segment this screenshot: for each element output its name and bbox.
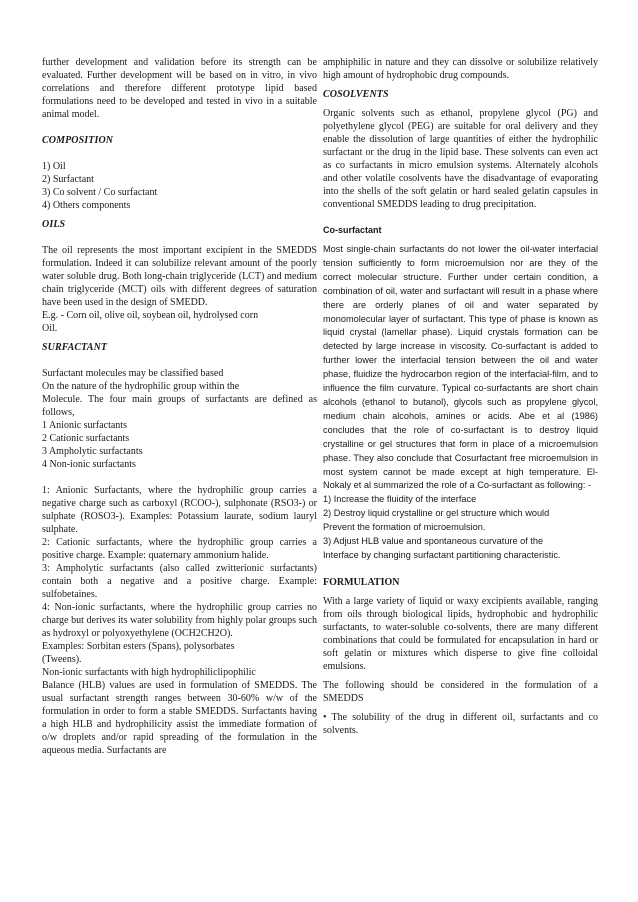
cationic-paragraph: 2: Cationic surfactants, where the hydrophilic group carries a positive charge. Example: quaternary ammonium halide.: [42, 537, 317, 561]
hlb-paragraph: Balance (HLB) values are used in formulation of SMEDDS. The usual surfactant strength ranges between 30-60% w/w of the formulation in order to form a stable SMEDDS. Surfactants having a high HLB and hydrophilicity assist the immediate formation of o/w droplets and/or rapid spreading of the formulation in the aqueous media. Surfactants are: [42, 680, 317, 756]
oils-paragraph: The oil represents the most important excipient in the SMEDDS formulation. Indeed it can solubilize relevant amount of the poorly water soluble drug. Both long-chain triglyceride (LCT) and medium chain triglyceride (MCT) oils with different degrees of saturation have been used in the design of SMEDD.: [42, 245, 317, 308]
list-item: 3 Ampholytic surfactants: [42, 446, 143, 457]
nonionic-examples-continued: (Tweens).: [42, 654, 82, 665]
list-item: 2) Destroy liquid crystalline or gel structure which would: [323, 508, 550, 519]
list-item: Prevent the formation of microemulsion.: [323, 522, 486, 533]
list-item: 4 Non-ionic surfactants: [42, 459, 136, 470]
nonionic-examples: Examples: Sorbitan esters (Spans), polysorbates: [42, 641, 235, 652]
nonionic-paragraph: 4: Non-ionic surfactants, where the hydrophilic group carries no charge but derives its water solubility from highly polar groups such as hydroxyl or polyoxyethylene (OCH2CH2O).: [42, 602, 317, 639]
anionic-paragraph: 1: Anionic Surfactants, where the hydrophilic group carries a negative charge such as carboxyl (RCOO-), sulphonate (RSO3-) or sulphate (ROSO3-). Examples: Potassium laurate, sodium lauryl sulphate.: [42, 485, 317, 535]
surfactant-types-list: [42, 419, 317, 471]
hlb-line: Non-ionic surfactants with high hydrophiliclipophilic: [42, 667, 256, 678]
list-item: 1 Anionic surfactants: [42, 420, 127, 431]
surfactant-line: Surfactant molecules may be classified based: [42, 368, 224, 379]
cosurfactant-roles-list: [323, 493, 598, 563]
formulation-paragraph: With a large variety of liquid or waxy excipients available, ranging from oils through biological lipids, hydrophobic and hydrophilic surfactants, to water-soluble co-solvents, there are many different combinations that could be formulated for encapsulation in hard or soft gelatin or mixtures which disperse to give fine colloidal emulsions.: [323, 595, 598, 672]
intro-paragraph: further development and validation before its strength can be evaluated. Further development will be based on in vitro, in vivo correlations and therefore different prototype lipid based formulations need to be developed and tested in vivo in a suitable animal model.: [42, 57, 317, 120]
list-item: Interface by changing surfactant partitioning characteristic.: [323, 549, 561, 560]
cosurfactant-heading: Co-surfactant: [323, 225, 382, 235]
continued-paragraph: amphiphilic in nature and they can dissolve or solubilize relatively high amount of hydrophobic drug compounds.: [323, 57, 598, 81]
list-item: 1) Oil: [42, 161, 66, 172]
cosurfactant-paragraph: Most single-chain surfactants do not lower the oil-water interfacial tension sufficiently to form microemulsion nor are they of the correct molecular structure. Further under certain condition, a combination of oil, water and surfactant will result in a phase where there are orderly planes of oil and water separated by monomolecular layer of surfactant. This type of phase is known as liquid crystal (lamellar phase). Liquid crystals formation can be detected by large increase in viscosity. Co-surfactant is added to further lower the interfacial tension between the oil and water phase, fluidize the hydrocarbon region of the interfacial-film, and to influence the film curvature. Typical co-surfactants are short chain alcohols (ethanol to butanol), glycols such as propylene glycol, medium chain alcohols, amines or acids. Abe et al (1986) concludes that the role of co-surfactant is to destroy liquid crystalline or gel structures that form in place of a microemulsion phase. They also conclude that Cosurfactant free microemulsion in most system cannot be made except at high temperature. El-Nokaly et al summarized the role of a Co-surfactant as following: -: [323, 244, 598, 491]
oils-example: E.g. - Corn oil, olive oil, soybean oil, hydrolysed corn: [42, 310, 259, 321]
list-item: 1) Increase the fluidity of the interface: [323, 494, 477, 505]
surfactant-line: Molecule. The four main groups of surfactants are defined as follows,: [42, 394, 317, 418]
oils-example-continued: Oil.: [42, 323, 58, 334]
composition-heading: COMPOSITION: [42, 135, 114, 146]
formulation-heading: FORMULATION: [323, 576, 400, 588]
right-column: [323, 56, 598, 737]
surfactant-line: On the nature of the hydrophilic group within the: [42, 381, 240, 392]
cosolvents-heading: COSOLVENTS: [323, 89, 389, 100]
formulation-bullet: • The solubility of the drug in different oil, surfactants and co solvents.: [323, 711, 598, 736]
surfactant-heading: SURFACTANT: [42, 342, 108, 353]
list-item: 2 Cationic surfactants: [42, 433, 130, 444]
oils-heading: OILS: [42, 219, 66, 230]
cosolvents-paragraph: Organic solvents such as ethanol, propylene glycol (PG) and polyethylene glycol (PEG) are suitable for oral delivery and they enable the dissolution of large quantities of either the hydrophilic surfactant or the drug in the lipid base. These solvents can even act as co surfactants in micro emulsion systems. Alternately alcohols and other volatile cosolvents have the disadvantage of evaporating into the shells of the soft gelatin or hard sealed gelatin capsules in conventional SMEDDS leading to drug precipitation.: [323, 108, 598, 210]
ampholytic-paragraph: 3: Ampholytic surfactants (also called zwitterionic surfactants) contain both a negative and a positive charge. Example: sulfobetaines.: [42, 563, 317, 600]
list-item: 2) Surfactant: [42, 174, 94, 185]
list-item: 3) Adjust HLB value and spontaneous curvature of the: [323, 536, 544, 547]
formulation-consider: The following should be considered in the formulation of a SMEDDS: [323, 679, 598, 704]
list-item: 4) Others components: [42, 200, 131, 211]
left-column: [42, 56, 317, 757]
composition-list: [42, 160, 317, 212]
list-item: 3) Co solvent / Co surfactant: [42, 187, 158, 198]
